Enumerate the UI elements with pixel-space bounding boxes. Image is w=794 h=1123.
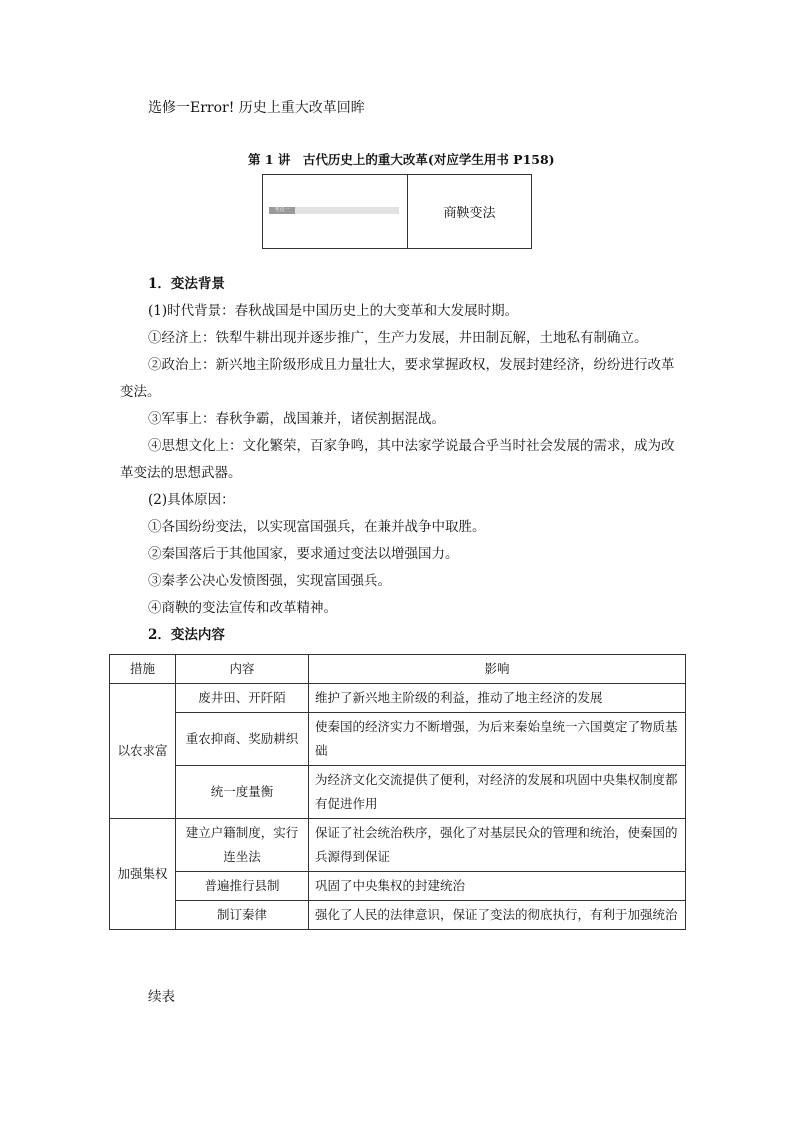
table-row [110, 819, 686, 872]
topic-tag: 考点一 [269, 207, 295, 214]
continued-table-label: 续表 [148, 989, 175, 1005]
table-header-row [110, 655, 686, 684]
table-row [110, 684, 686, 713]
effect-cell: 使秦国的经济实力不断增强，为后来秦始皇统一六国奠定了物质基础 [309, 713, 686, 766]
effect-cell: 保证了社会统治秩序，强化了对基层民众的管理和统治，使秦国的兵源得到保证 [309, 819, 686, 872]
section-heading: 2．变法内容 [148, 627, 225, 643]
table-row [110, 901, 686, 930]
measure-cell: 加强集权 [110, 819, 176, 930]
topic-name: 商鞅变法 [443, 206, 496, 221]
effect-cell: 维护了新兴地主阶级的利益，推动了地主经济的发展 [309, 684, 686, 713]
document-title: 选修一Error! 历史上重大改革回眸 [148, 100, 365, 116]
paragraph: ①经济上：铁犁牛耕出现并逐步推广，生产力发展，井田制瓦解，土地私有制确立。 [148, 330, 648, 346]
paragraph: ②政治上：新兴地主阶级形成且力量壮大，要求掌握政权，发展封建经济，纷纷进行改革变法。 [120, 357, 675, 400]
section-heading: 1．变法背景 [148, 276, 225, 292]
header-cell: 措施 [110, 655, 176, 684]
content-cell: 建立户籍制度，实行连坐法 [176, 819, 309, 872]
paragraph: ①各国纷纷变法，以实现富国强兵，在兼并战争中取胜。 [148, 519, 486, 535]
content-cell: 统一度量衡 [176, 766, 309, 819]
effect-cell: 强化了人民的法律意识，保证了变法的彻底执行，有利于加强统治 [309, 901, 686, 930]
topic-header-box [262, 174, 532, 249]
paragraph: ④商鞅的变法宣传和改革精神。 [148, 600, 337, 616]
table-row [110, 872, 686, 901]
table-row [110, 766, 686, 819]
header-cell: 内容 [176, 655, 309, 684]
effect-cell: 巩固了中央集权的封建统治 [309, 872, 686, 901]
paragraph: ④思想文化上：文化繁荣，百家争鸣，其中法家学说最合乎当时社会发展的需求，成为改革变法的思想武器。 [120, 438, 675, 481]
lecture-subtitle: 第 1 讲 古代历史上的重大改革(对应学生用书 P158) [248, 152, 555, 167]
paragraph: ③秦孝公决心发愤图强，实现富国强兵。 [148, 573, 391, 589]
effect-cell: 为经济文化交流提供了便利，对经济的发展和巩固中央集权制度都有促进作用 [309, 766, 686, 819]
reform-content-table [109, 654, 686, 930]
content-cell: 制订秦律 [176, 901, 309, 930]
topic-tag-bar [269, 207, 399, 214]
content-cell: 重农抑商、奖励耕织 [176, 713, 309, 766]
content-cell: 普遍推行县制 [176, 872, 309, 901]
paragraph: (2)具体原因： [148, 492, 235, 508]
paragraph: ③军事上：春秋争霸，战国兼并，诸侯割据混战。 [148, 411, 445, 427]
paragraph: ②秦国落后于其他国家，要求通过变法以增强国力。 [148, 546, 459, 562]
measure-cell: 以农求富 [110, 684, 176, 819]
header-cell: 影响 [309, 655, 686, 684]
paragraph: (1)时代背景：春秋战国是中国历史上的大变革和大发展时期。 [148, 303, 519, 319]
table-row [110, 713, 686, 766]
content-cell: 废井田、开阡陌 [176, 684, 309, 713]
